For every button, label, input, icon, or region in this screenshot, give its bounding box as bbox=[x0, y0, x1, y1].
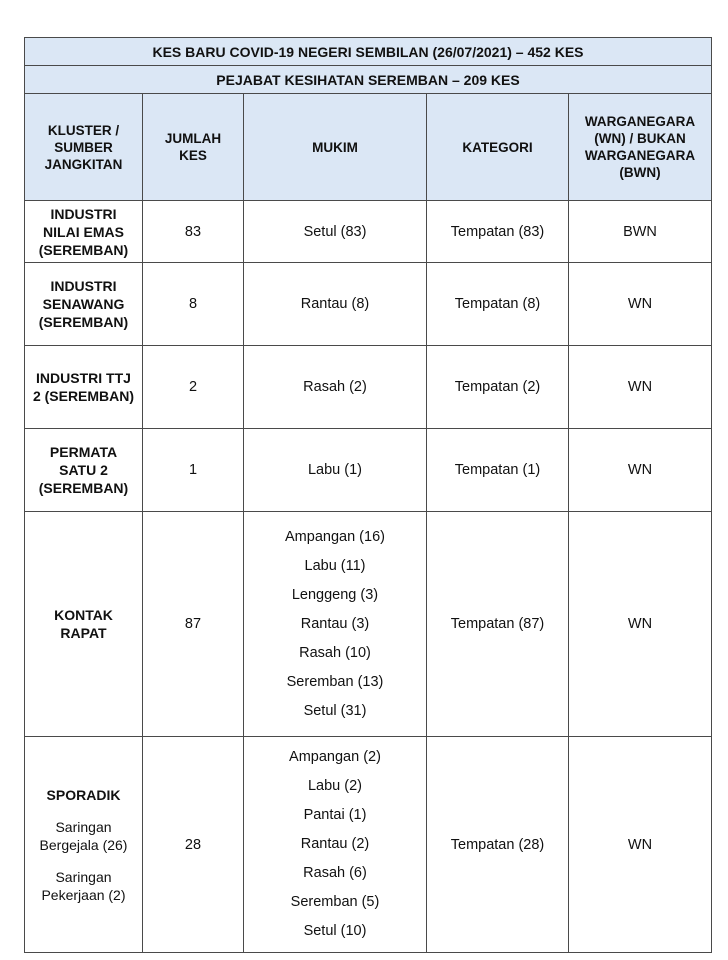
col-header-mukim: MUKIM bbox=[244, 94, 427, 201]
table-row bbox=[25, 512, 712, 737]
list-item: Ampangan (2) bbox=[289, 749, 381, 765]
table-row bbox=[25, 201, 712, 263]
cell-mukim bbox=[244, 737, 427, 953]
col-header-kategori: KATEGORI bbox=[427, 94, 569, 201]
table-row bbox=[25, 346, 712, 429]
cell-kluster: KONTAK RAPAT bbox=[25, 512, 143, 737]
list-item: Rasah (10) bbox=[299, 644, 371, 661]
sporadik-note: Saringan Bergejala (26) bbox=[39, 818, 128, 853]
sporadik-title: SPORADIK bbox=[46, 786, 121, 803]
cell-kluster: PERMATA SATU 2 (SEREMBAN) bbox=[25, 429, 143, 512]
cell-warganegara: WN bbox=[569, 346, 712, 429]
list-item: Labu (2) bbox=[307, 778, 362, 794]
cell-mukim: Setul (83) bbox=[244, 201, 427, 263]
cell-jumlah: 87 bbox=[143, 512, 244, 737]
mukim-list bbox=[244, 523, 426, 726]
cell-jumlah: 83 bbox=[143, 201, 244, 263]
mukim-list bbox=[244, 743, 426, 946]
cell-kategori: Tempatan (8) bbox=[427, 263, 569, 346]
list-item: Setul (10) bbox=[303, 923, 367, 939]
list-item: Rantau (3) bbox=[300, 615, 370, 632]
cell-kluster: INDUSTRI NILAI EMAS (SEREMBAN) bbox=[25, 201, 143, 263]
cell-kategori: Tempatan (87) bbox=[427, 512, 569, 737]
cell-mukim bbox=[244, 512, 427, 737]
cell-mukim: Rasah (2) bbox=[244, 346, 427, 429]
cell-kluster: INDUSTRI TTJ 2 (SEREMBAN) bbox=[25, 346, 143, 429]
cell-kluster bbox=[25, 737, 143, 953]
covid-cases-table bbox=[24, 37, 712, 953]
table-row bbox=[25, 429, 712, 512]
list-item: Seremban (5) bbox=[290, 894, 380, 910]
table-row bbox=[25, 263, 712, 346]
list-item: Labu (11) bbox=[304, 557, 366, 574]
col-header-kluster: KLUSTER / SUMBER JANGKITAN bbox=[25, 94, 143, 201]
cell-kategori: Tempatan (28) bbox=[427, 737, 569, 953]
table-subtitle: PEJABAT KESIHATAN SEREMBAN – 209 KES bbox=[25, 66, 712, 94]
cell-kluster: INDUSTRI SENAWANG (SEREMBAN) bbox=[25, 263, 143, 346]
cell-jumlah: 2 bbox=[143, 346, 244, 429]
list-item: Seremban (13) bbox=[286, 673, 384, 690]
cell-jumlah: 8 bbox=[143, 263, 244, 346]
col-header-jumlah: JUMLAH KES bbox=[143, 94, 244, 201]
cell-kategori: Tempatan (2) bbox=[427, 346, 569, 429]
cell-mukim: Rantau (8) bbox=[244, 263, 427, 346]
list-item: Ampangan (16) bbox=[285, 528, 385, 545]
cell-warganegara: WN bbox=[569, 737, 712, 953]
table-row bbox=[25, 737, 712, 953]
cell-warganegara: WN bbox=[569, 429, 712, 512]
cell-kategori: Tempatan (1) bbox=[427, 429, 569, 512]
list-item: Rantau (2) bbox=[300, 836, 370, 852]
cell-warganegara: WN bbox=[569, 512, 712, 737]
cell-warganegara: BWN bbox=[569, 201, 712, 263]
list-item: Rasah (6) bbox=[303, 865, 367, 881]
cell-jumlah: 28 bbox=[143, 737, 244, 953]
list-item: Lenggeng (3) bbox=[291, 586, 379, 603]
table-title: KES BARU COVID-19 NEGERI SEMBILAN (26/07/2021) – 452 KES bbox=[25, 38, 712, 66]
cell-mukim: Labu (1) bbox=[244, 429, 427, 512]
col-header-warganegara: WARGANEGARA (WN) / BUKAN WARGANEGARA (BWN) bbox=[569, 94, 712, 201]
list-item: Setul (31) bbox=[303, 702, 367, 719]
cell-warganegara: WN bbox=[569, 263, 712, 346]
list-item: Pantai (1) bbox=[303, 807, 367, 823]
cell-kategori: Tempatan (83) bbox=[427, 201, 569, 263]
cell-jumlah: 1 bbox=[143, 429, 244, 512]
sporadik-note: Saringan Pekerjaan (2) bbox=[41, 868, 126, 903]
